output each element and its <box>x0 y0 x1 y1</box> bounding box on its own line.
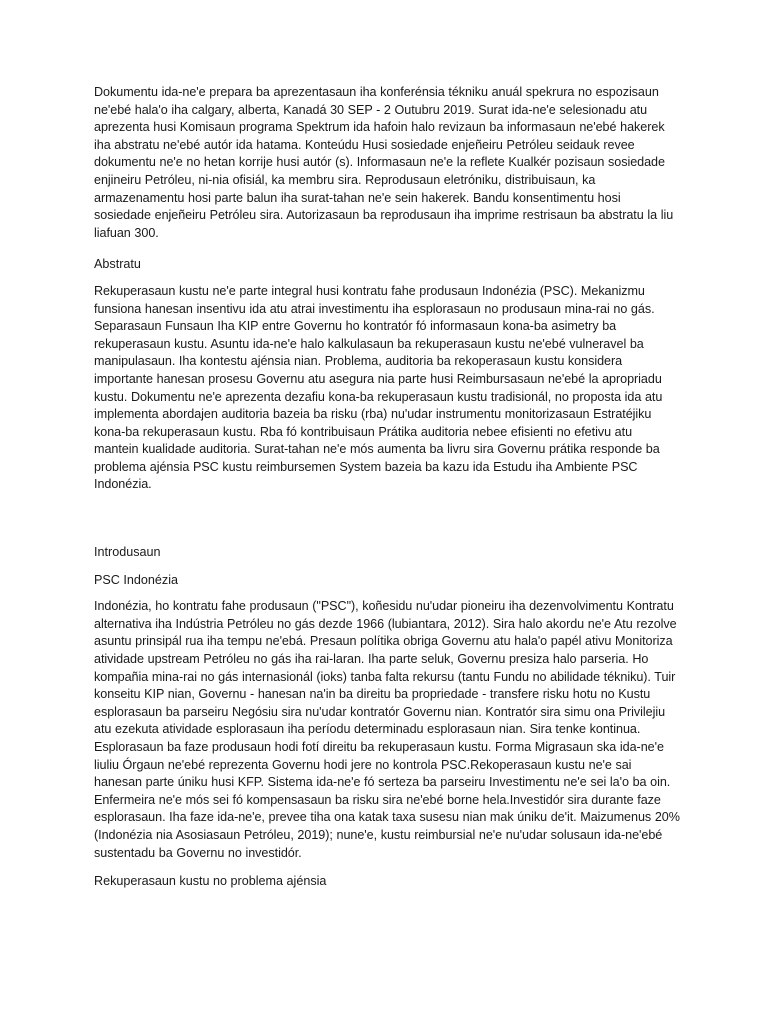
psc-indonesia-paragraph: Indonézia, ho kontratu fahe produsaun ("PSC"), koñesidu nu'udar pioneiru iha dezenvolvimentu Kontratu alternativa iha Indústria Petróleu no gás dezde 1966 (lubiantara, 2012). Sira halo akordu ne'e Atu rezolve asuntu prinsipál rua iha tempu ne'ebá. Presaun polítika obriga Governu atu hala'o papél ativu Monitoriza atividade upstream Petróleu no gás iha rai-laran. Iha parte seluk, Governu presiza halo parseria. Ho kompañia mina-rai no gás internasionál (ioks) tanba falta rekursu (tantu Fundu no abilidade tékniku). Tuir konseitu KIP nian, Governu - hanesan na'in ba direitu ba propriedade - transfere risku hotu no Kustu esplorasaun ba parseiru Negósiu sira nu'udar kontratór Governu nian. Kontratór sira simu ona Privilejiu atu ezekuta atividade esplorasaun iha períodu determinadu esplorasaun nian. Sira tenke kontinua. Esplorasaun ba faze produsaun hodi fotí direitu ba rekuperasaun kustu. Forma Migrasaun ska ida-ne'e liuliu Órgaun ne'ebé reprezenta Governu hodi jere no kontrola PSC.Rekoperasaun kustu ne'e sai hanesan parte úniku husi KFP. Sistema ida-ne'e fó serteza ba parseiru Investimentu ne'e sei la'o ba oin. Enfermeira ne'e mós sei fó kompensasaun ba risku sira ne'ebé borne hela.Investidór sira durante faze esplorasaun. Iha faze ida-ne'e, prevee tiha ona katak taxa susesu nian mak úniku de'it. Maizumenus 20% (Indonézia nia Asosiasaun Petróleu, 2019); nune'e, kustu reimbursial ne'e nu'udar solusaun ida-ne'ebé sustentadu ba Governu no investidór. <box>94 599 680 860</box>
abstract-heading: Abstratu <box>94 257 141 272</box>
psc-indonesia-heading: PSC Indonézia <box>94 572 179 587</box>
conference-note-paragraph: Dokumentu ida-ne'e prepara ba aprezentasaun iha konferénsia tékniku anuál spekrura no espozisaun ne'ebé hala'o iha calgary, alberta, Kanadá 30 SEP - 2 Outubru 2019. Surat ida-ne'e selesionadu atu aprezenta husi Komisaun programa Spektrum ida hafoin halo revizaun ba informasaun ne'ebé hakerek iha abstratu ne'ebé autór ida hatama. Konteúdu Husi sosiedade enjeñeiru Petróleu seidauk revee dokumentu ne'e no hetan korrije husi autór (s). Informasaun ne'e la reflete Kualkér pozisaun sosiedade enjineiru Petróleu, ni-nia ofisiál, ka membru sira. Reprodusaun eletróniku, distribuisaun, ka armazenamentu hosi parte balun iha surat-tahan ne'e sein hakerek. Bandu konsentimentu hosi sosiedade enjeñeiru Petróleu sira. Autorizasaun ba reprodusaun iha imprime restrisaun ba abstratu la liu liafuan 300. <box>94 85 674 240</box>
cost-recovery-heading: Rekuperasaun kustu no problema ajénsia <box>94 874 327 889</box>
abstract-paragraph: Rekuperasaun kustu ne'e parte integral husi kontratu fahe produsaun Indonézia (PSC). Mekanizmu funsiona hanesan insentivu ida atu atrai investimentu iha esplorasaun no produsaun mina-rai no gás. Separasaun Funsaun Iha KIP entre Governu ho kontratór fó informasaun kona-ba asimetry ba rekuperasaun kustu. Asuntu ida-ne'e halo kalkulasaun ba rekuperasaun kustu ne'ebé vulneravel ba manipulasaun. Iha kontestu ajénsia nian. Problema, auditoria ba rekoperasaun kustu konsidera importante hanesan prosesu Governu atu asegura nia parte husi Reimbursasaun ne'ebé la apropriadu kustu. Dokumentu ne'e aprezenta dezafiu kona-ba rekuperasaun kustu tradisionál, no proposta ida atu implementa abordajen auditoria bazeia ba risku (rba) nu'udar instrumentu monitorizasaun Estratéjiku kona-ba rekuperasaun kustu. Rba fó kontribuisaun Prátika auditoria nebee efisienti no efetivu atu mantein kualidade auditoria. Surat-tahan ne'e mós aumenta ba livru sira Governu prátika responde ba problema ajénsia PSC kustu reimbursemen System bazeia ba kazu ida Estudu iha Ambiente PSC Indonézia. <box>94 283 663 492</box>
document-page <box>94 84 680 891</box>
introduction-heading: Introdusaun <box>94 545 161 560</box>
